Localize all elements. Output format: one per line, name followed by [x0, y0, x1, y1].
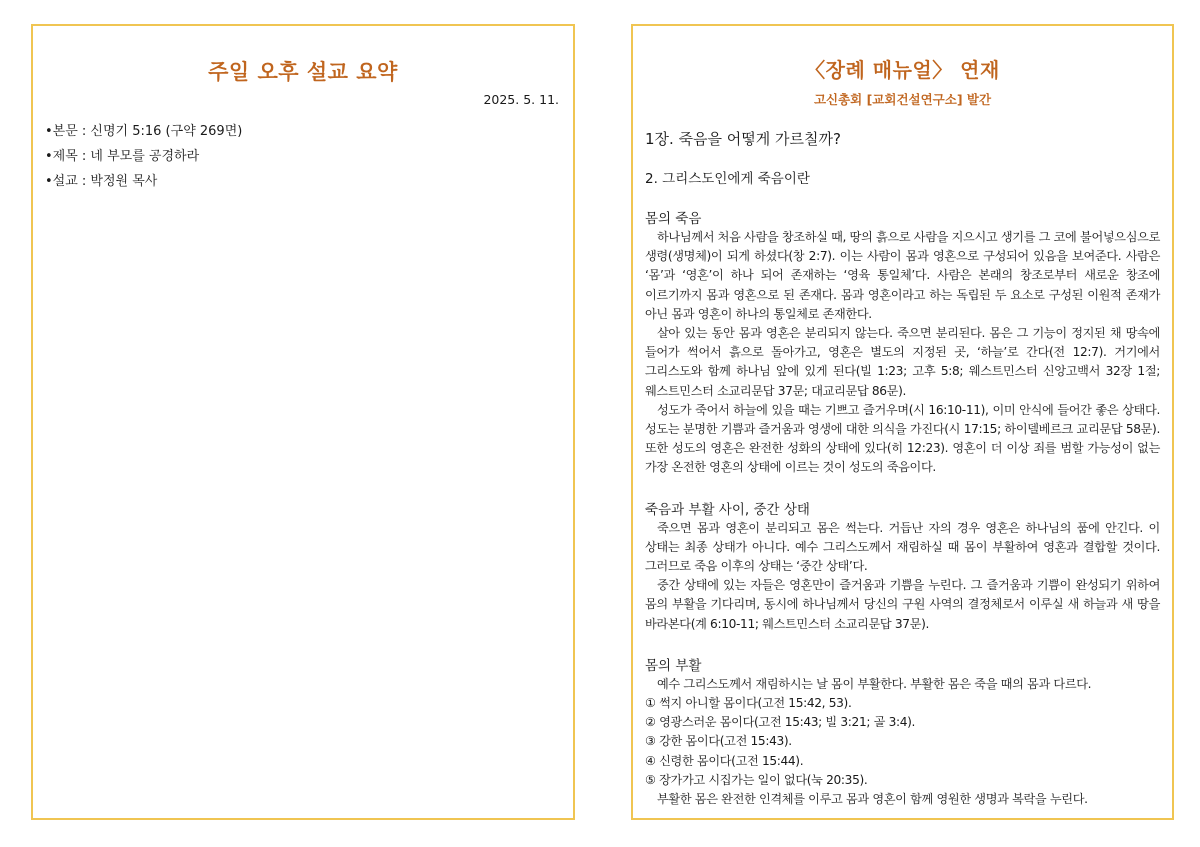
- body-paragraph: 죽으면 몸과 영혼이 분리되고 몸은 썩는다. 거듭난 자의 경우 영혼은 하나님의 품에 안긴다. 이 상태는 최종 상태가 아니다. 예수 그리스도께서 재림하실 때 몸이 부활하여 영혼과 결합할 것이다. 그러므로 죽음 이후의 상태는 ‘중간 상태’다.: [645, 520, 1160, 574]
- resurrection-list: [645, 694, 1160, 790]
- sermon-scripture: •본문 : 신명기 5:16 (구약 269면): [45, 124, 243, 139]
- body-paragraph: 중간 상태에 있는 자들은 영혼만이 즐거움과 기쁨을 누린다. 그 즐거움과 기쁨이 완성되기 위하여 몸의 부활을 기다리며, 동시에 하나님께서 당신의 구원 사역의 결정체로서 이루실 새 하늘과 새 땅을 바라본다(계 6:10-11; 웨스트민스터 소교리문답 37문).: [645, 578, 1160, 631]
- body-paragraph: 부활한 몸은 완전한 인격체를 이루고 몸과 영혼이 함께 영원한 생명과 복락을 누린다.: [657, 792, 1088, 807]
- sermon-info-list: [45, 119, 561, 194]
- sermon-topic: •제목 : 네 부모를 공경하라: [45, 149, 200, 164]
- list-item: ④ 신령한 몸이다(고전 15:44).: [645, 753, 804, 768]
- list-item: ⑤ 장가가고 시집가는 일이 없다(눅 20:35).: [645, 772, 868, 787]
- list-item: ① 썩지 아니할 몸이다(고전 15:42, 53).: [645, 696, 852, 711]
- sermon-date: 2025. 5. 11.: [483, 92, 559, 107]
- section-heading: 2. 그리스도인에게 죽음이란: [645, 171, 810, 187]
- sermon-summary-page: [31, 24, 575, 820]
- manual-subtitle: 고신총회 [교회건설연구소] 발간: [813, 92, 992, 107]
- subsection-heading: 몸의 죽음: [645, 211, 702, 227]
- subsection-heading: 몸의 부활: [645, 657, 702, 674]
- sermon-title: 주일 오후 설교 요약: [208, 60, 398, 84]
- list-item: ② 영광스러운 몸이다(고전 15:43; 빌 3:21; 골 3:4).: [645, 715, 916, 730]
- funeral-manual-page: [631, 24, 1174, 820]
- chapter-heading: 1장. 죽음을 어떻게 가르칠까?: [645, 130, 841, 148]
- body-paragraph: 하나님께서 처음 사람을 창조하실 때, 땅의 흙으로 사람을 지으시고 생기를 그 코에 불어넣으심으로 생령(생명체)이 되게 하셨다(창 2:7). 이는 사람이 몸과 영혼으로 구성되어 있음을 보여준다. 사람은 ‘몸’과 ‘영혼’이 하나 되어 존재하는 ‘영육 통일체’다. 사람은 본래의 창조로부터 새로운 창조에 이르기까지 몸과 영혼으로 된 존재다. 몸과 영혼이라고 하는 독립된 두 요소로 구성된 이원적 존재가 아닌 몸과 영혼이 하나의 통일체로 존재한다.: [645, 230, 1160, 321]
- list-item: ③ 강한 몸이다(고전 15:43).: [645, 734, 792, 749]
- sermon-preacher: •설교 : 박정원 목사: [45, 174, 158, 189]
- manual-title: 〈장례 매뉴얼〉 연재: [805, 58, 1000, 82]
- body-paragraph: 예수 그리스도께서 재림하시는 날 몸이 부활한다. 부활한 몸은 죽을 때의 몸과 다르다.: [657, 676, 1092, 691]
- body-paragraph: 성도가 죽어서 하늘에 있을 때는 기쁘고 즐거우며(시 16:10-11), 이미 안식에 들어간 좋은 상태다. 성도는 분명한 기쁨과 즐거움과 영생에 대한 의식을 가진다(시 17:15; 하이델베르크 교리문답 58문). 또한 성도의 영혼은 완전한 성화의 상태에 있다(히 12:23). 영혼이 더 이상 죄를 범할 가능성이 없는 가장 온전한 영혼의 상태에 이르는 것이 성도의 죽음이다.: [645, 402, 1160, 475]
- subsection-heading: 죽음과 부활 사이, 중간 상태: [645, 501, 810, 518]
- body-paragraph: 살아 있는 동안 몸과 영혼은 분리되지 않는다. 죽으면 분리된다. 몸은 그 기능이 정지된 채 땅속에 들어가 썩어서 흙으로 돌아가고, 영혼은 별도의 지정된 곳, ‘하늘’로 간다(전 12:7). 거기에서 그리스도와 함께 하나님 앞에 있게 된다(빌 1:23; 고후 5:8; 웨스트민스터 신앙고백서 32장 1절; 웨스트민스터 소교리문답 37문; 대교리문답 86문).: [645, 326, 1160, 398]
